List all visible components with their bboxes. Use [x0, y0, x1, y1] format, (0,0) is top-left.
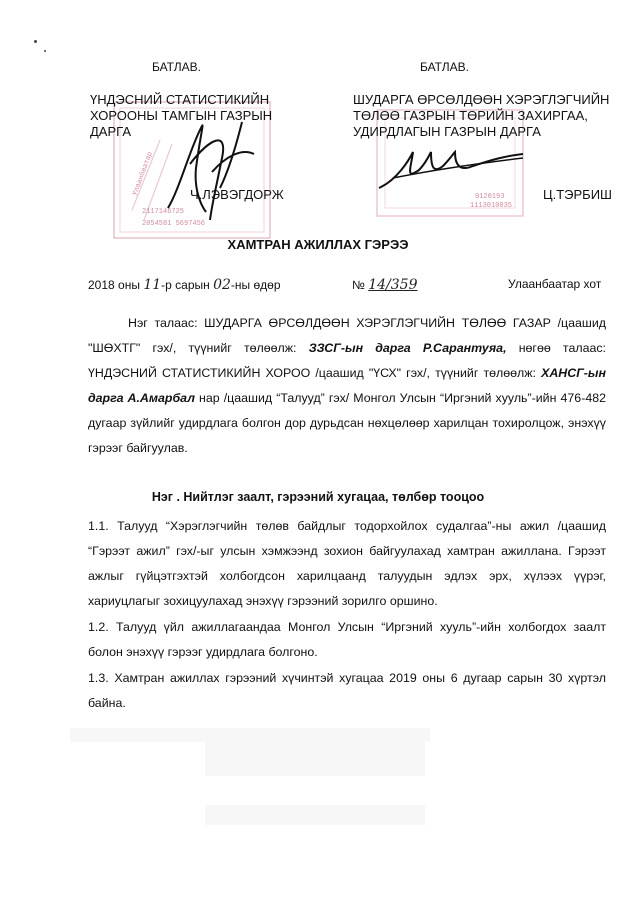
- intro-party2-rep: ХАНСГ-ын дарга А.Амарбал: [88, 366, 606, 405]
- right-signature: [373, 140, 528, 200]
- clause-1-1: 1.1. Талууд “Хэрэглэгчийн төлөв байдлыг тодорхойлох судалгаа”-ны ажил /цаашид “Гэрээт ажил” гэх/-ыг улсын хэмжээнд зохион байгуулахад хамтран ажиллана. Гэрээт ажлыг гүйцэтгэхтэй холбогдсон харилцаанд талуудын эдлэх эрх, хүлээх үүрэг, хариуцлагыг зохицуулахад энэхүү гэрээний зорилго оршино.: [88, 519, 606, 608]
- date-day-handwritten: 02: [213, 277, 231, 293]
- contract-title: ХАМТРАН АЖИЛЛАХ ГЭРЭЭ: [227, 237, 409, 252]
- date-day-suffix: -ны өдөр: [230, 278, 281, 292]
- clause-1-2: 1.2. Талууд үйл ажиллагаандаа Монгол Улсын “Иргэний хууль”-ийн холбогдох заалт болон энэхүү гэрээг удирдлага болгоно.: [88, 620, 606, 659]
- number-handwritten: 14/359: [368, 277, 418, 293]
- intro-text: нар /цаашид “Талууд” гэх/ Монгол Улсын “Иргэний хууль”-ийн 476-482 дугаар зүйлийг удирдлага болгон дор дурьдсан нөхцөлөөр харилцан тохиролцож, энэхүү гэрээг байгуулав.: [88, 391, 606, 455]
- right-approve-label: БАТЛАВ.: [420, 60, 469, 74]
- left-signature: [150, 108, 265, 228]
- scan-speck: [44, 50, 46, 52]
- left-approver-position: ҮНДЭСНИЙ СТАТИСТИКИЙН ХОРООНЫ ТАМГЫН ГАЗРЫН ДАРГА: [90, 92, 273, 139]
- bleed-through-mark: [70, 728, 430, 742]
- contract-date: [88, 277, 281, 293]
- bleed-through-mark: [205, 742, 425, 776]
- intro-text: Нэг талаас: ШУДАРГА ӨРСӨЛДӨӨН ХЭРЭГЛЭГЧИЙН ТӨЛӨӨ ГАЗАР /цаашид "ШӨХТГ" гэх/, түүнийг төлөөлж:: [88, 316, 606, 355]
- left-approve-label: БАТЛАВ.: [152, 60, 201, 74]
- left-stamp-line: 2054581 5697456: [142, 220, 206, 228]
- scan-speck: [34, 40, 37, 43]
- bleed-through-mark: [205, 805, 425, 825]
- right-stamp-line: 9120193: [475, 193, 505, 201]
- section-1-title: Нэг . Нийтлэг заалт, гэрээний хугацаа, төлбөр тооцоо: [151, 490, 485, 504]
- intro-paragraph: [88, 311, 606, 461]
- date-month-handwritten: 11: [143, 277, 162, 293]
- left-approver-name: Ч.ЛЭВЭГДОРЖ: [190, 187, 284, 202]
- intro-text: нөгөө талаас: ҮНДЭСНИЙ СТАТИСТИКИЙН ХОРОО /цаашид "ҮСХ" гэх/, түүнийг төлөөлж:: [88, 341, 607, 380]
- right-approver-position: ШУДАРГА ӨРСӨЛДӨӨН ХЭРЭГЛЭГЧИЙН ТӨЛӨӨ ГАЗРЫН ТӨРИЙН ЗАХИРГАА, УДИРДЛАГЫН ГАЗРЫН ДАРГА: [353, 92, 610, 139]
- date-month-suffix: -р сарын: [161, 278, 210, 292]
- right-stamp-line: 1113010035: [470, 202, 513, 210]
- left-stamp-line: Улаанбаатар: [131, 150, 155, 198]
- left-stamp-line: 2117146725: [142, 208, 185, 216]
- clause-1-3: 1.3. Хамтран ажиллах гэрээний хүчинтэй хугацаа 2019 оны 6 дугаар сарын 30 хүртэл байна.: [88, 671, 606, 710]
- contract-number: [352, 277, 417, 293]
- contract-place: Улаанбаатар хот: [508, 277, 602, 291]
- intro-party1-rep: ЗЗСГ-ын дарга Р.Сарантуяа,: [308, 341, 507, 355]
- right-approver-name: Ц.ТЭРБИШ: [543, 187, 612, 202]
- date-year: 2018 оны: [88, 278, 140, 292]
- number-prefix: №: [352, 278, 365, 292]
